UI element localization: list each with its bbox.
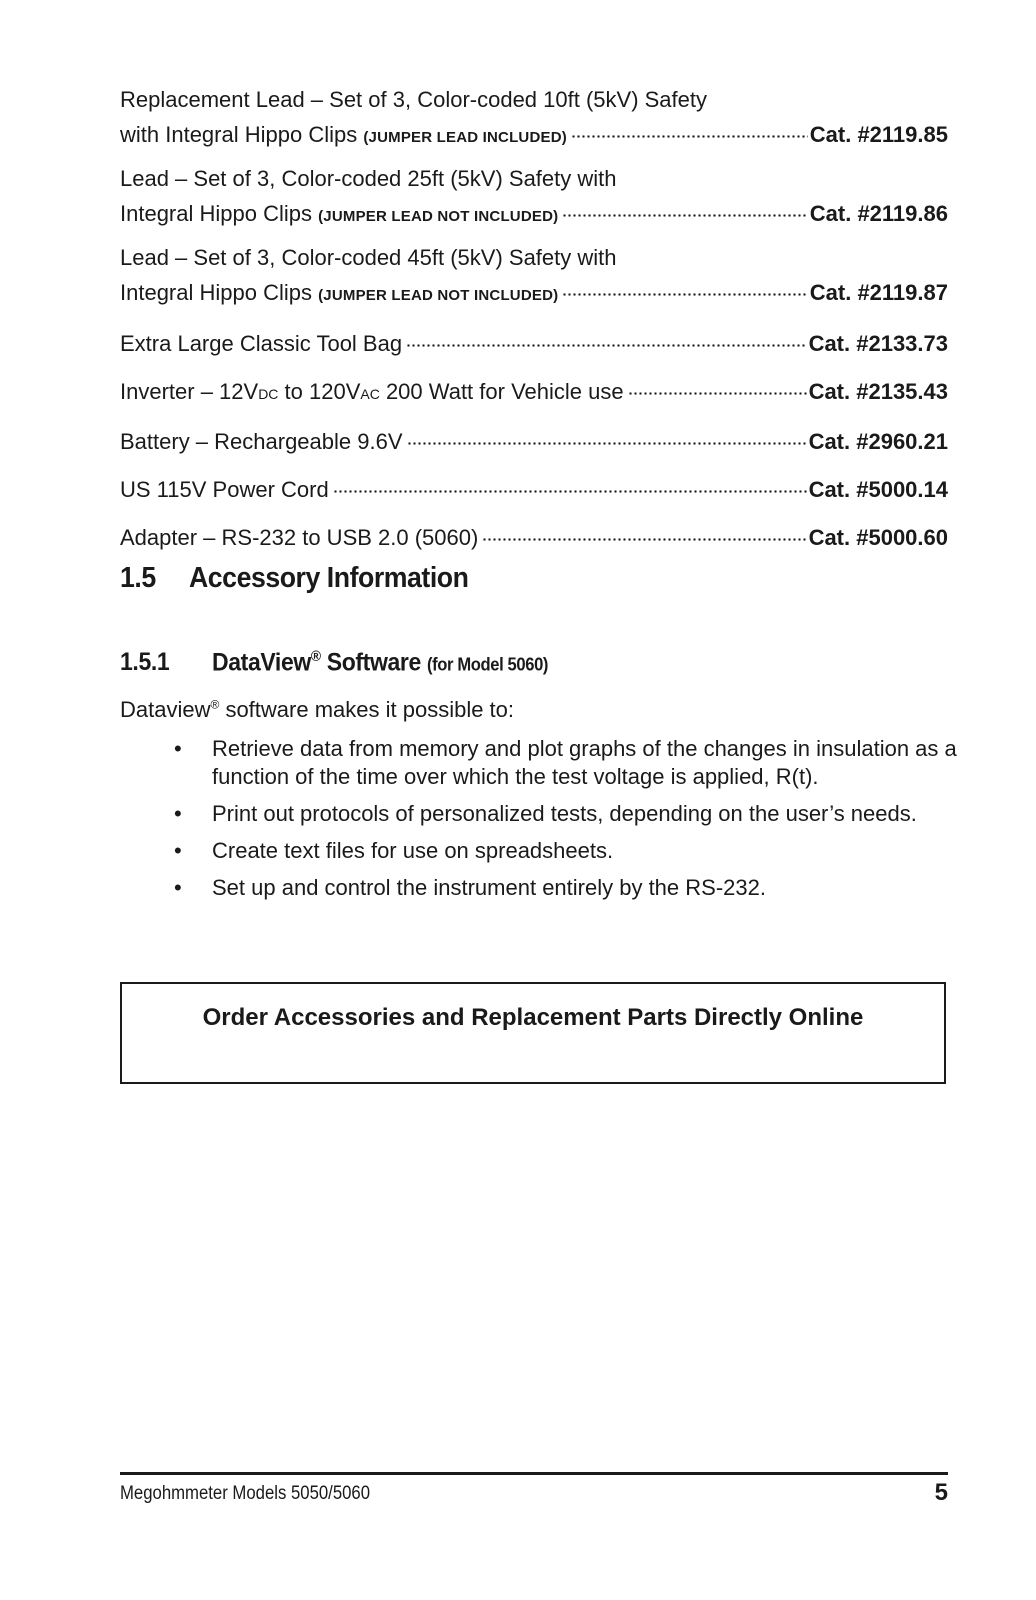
section-heading xyxy=(120,562,468,595)
intro-text: Dataview xyxy=(120,697,211,722)
catalog-item-description-cont xyxy=(120,279,558,310)
intro-text: software makes it possible to: xyxy=(219,697,515,722)
subsection-number: 1.5.1 xyxy=(120,648,170,677)
unit-dc: DC xyxy=(258,386,279,402)
footer-divider xyxy=(120,1472,948,1475)
catalog-item-description: Lead – Set of 3, Color-coded 25ft (5kV) Safety with xyxy=(120,166,617,191)
catalog-item-text: with Integral Hippo Clips xyxy=(120,122,358,147)
list-item xyxy=(120,874,960,902)
subsection-heading xyxy=(120,648,548,677)
list-item-text: Set up and control the instrument entirely by the RS-232. xyxy=(212,875,766,900)
list-item xyxy=(120,800,960,828)
registered-mark: ® xyxy=(310,648,321,665)
list-item-text: Retrieve data from memory and plot graphs of the changes in insulation as a function of the time over which the test voltage is applied, R(t). xyxy=(212,736,957,789)
dot-leader xyxy=(333,469,807,497)
catalog-list xyxy=(120,86,948,565)
catalog-number: Cat. #2133.73 xyxy=(808,331,948,356)
subsection-qualifier: (for Model 5060) xyxy=(426,654,549,675)
section-number: 1.5 xyxy=(120,562,156,594)
bullet-icon: • xyxy=(174,736,182,761)
catalog-item-description: Lead – Set of 3, Color-coded 45ft (5kV) Safety with xyxy=(120,245,617,270)
catalog-item xyxy=(120,517,948,552)
catalog-item-text: Integral Hippo Clips xyxy=(120,201,312,226)
catalog-item-description: Battery – Rechargeable 9.6V xyxy=(120,429,403,454)
dot-leader xyxy=(562,193,807,221)
registered-mark: ® xyxy=(210,697,220,712)
catalog-number: Cat. #5000.14 xyxy=(808,477,948,502)
catalog-number: Cat. #2135.43 xyxy=(808,379,948,404)
catalog-number: Cat. #5000.60 xyxy=(808,525,948,550)
catalog-item xyxy=(120,421,948,456)
catalog-number: Cat. #2960.21 xyxy=(808,429,948,454)
section-title: Accessory Information xyxy=(189,562,469,594)
catalog-item xyxy=(120,244,948,310)
feature-list xyxy=(120,735,960,911)
bullet-icon: • xyxy=(174,801,182,826)
catalog-item xyxy=(120,86,948,152)
inverter-text: to 120V xyxy=(278,379,361,404)
bullet-icon: • xyxy=(174,838,182,863)
dot-leader xyxy=(482,517,806,545)
page-number: 5 xyxy=(934,1479,948,1506)
catalog-item-description: Adapter – RS-232 to USB 2.0 (5060) xyxy=(120,525,479,550)
catalog-item-description: Replacement Lead – Set of 3, Color-coded 10ft (5kV) Safety xyxy=(120,87,707,112)
list-item xyxy=(120,837,960,865)
inverter-text: Inverter – 12V xyxy=(120,379,259,404)
bullet-icon: • xyxy=(174,875,182,900)
unit-ac: AC xyxy=(360,386,380,402)
order-online-text: Order Accessories and Replacement Parts Directly Online xyxy=(202,1004,864,1031)
catalog-item xyxy=(120,165,948,231)
catalog-item-note: (JUMPER LEAD INCLUDED) xyxy=(363,129,567,146)
list-item-text: Create text files for use on spreadsheets. xyxy=(212,838,614,863)
catalog-item-note: (JUMPER LEAD NOT INCLUDED) xyxy=(318,287,559,304)
dot-leader xyxy=(571,114,808,142)
intro-paragraph xyxy=(120,697,514,723)
footer-title: Megohmmeter Models 5050/5060 xyxy=(120,1483,371,1504)
catalog-item-note: (JUMPER LEAD NOT INCLUDED) xyxy=(318,208,559,225)
catalog-item-description: Extra Large Classic Tool Bag xyxy=(120,331,403,356)
subsection-title: DataView xyxy=(212,648,311,677)
dot-leader xyxy=(406,323,806,351)
dot-leader xyxy=(628,371,807,399)
dot-leader xyxy=(407,421,807,449)
catalog-item-description-cont xyxy=(120,121,567,152)
catalog-item-description xyxy=(120,378,624,408)
subsection-title-rest: Software xyxy=(320,648,427,677)
catalog-item xyxy=(120,323,948,358)
catalog-number: Cat. #2119.87 xyxy=(809,280,948,305)
order-online-box xyxy=(120,982,946,1084)
inverter-text: 200 Watt for Vehicle use xyxy=(379,379,624,404)
catalog-item-description: US 115V Power Cord xyxy=(120,477,329,502)
dot-leader xyxy=(562,272,807,300)
catalog-number: Cat. #2119.85 xyxy=(809,122,948,147)
catalog-number: Cat. #2119.86 xyxy=(809,201,948,226)
list-item-text: Print out protocols of personalized tests, depending on the user’s needs. xyxy=(212,801,917,826)
catalog-item-description-cont xyxy=(120,200,558,231)
catalog-item-text: Integral Hippo Clips xyxy=(120,280,312,305)
catalog-item xyxy=(120,371,948,408)
list-item xyxy=(120,735,960,791)
catalog-item xyxy=(120,469,948,504)
